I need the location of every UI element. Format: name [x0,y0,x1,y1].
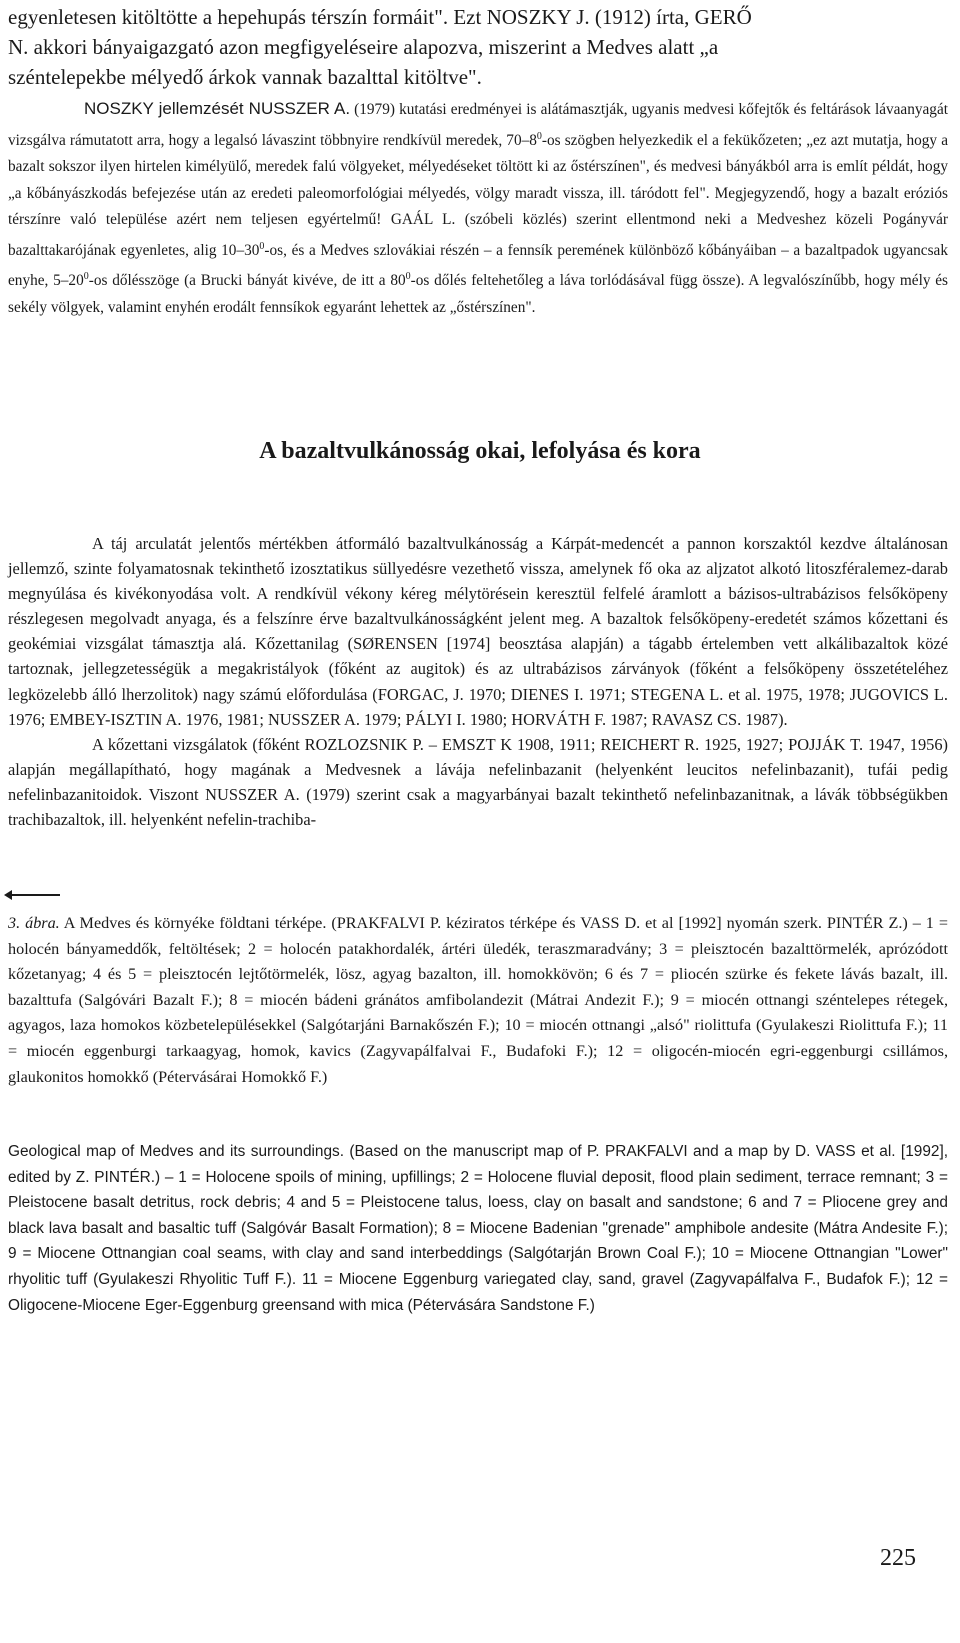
section-body [8,531,948,832]
figure-label: 3. ábra. [8,914,60,932]
noszky-text: (1979) kutatási eredményei is alátámasztják, ugyanis medvesi kőfejtők és feltárások lávaanyagát vizsgálva rámutatott arra, hogy a legalsó lávaszint többnyire rendkívül meredek, 70–8 [8,101,948,149]
section-paragraph-2: A kőzettani vizsgálatok (főként ROZLOZSNIK P. – EMSZT K 1908, 1911; REICHERT R. 1925, 1927; POJJÁK T. 1947, 1956) alapján megállapítható, hogy magának a Medvesnek a lávája nefelinbazanit (helyenként leucitos nefelinbazanit), tufái pedig nefelinbazanitoidok. Viszont NUSSZER A. (1979) szerint csak a magyarbányai bazalt tekinthető nefelinbazanitnak, a lávák többségükben trachibazaltok, ill. helyenként nefelin-trachiba- [8,734,948,830]
noszky-paragraph [8,96,948,321]
noszky-tail-3: -os dőlésszöge (a Brucki bányát kivéve, de itt a 80 [88,272,406,290]
noszky-tail-sup: 0 [259,240,265,252]
intro-paragraph [8,2,948,92]
noszky-tail-sup-2: 0 [83,271,89,283]
noszky-tail-4: -os dőlés feltehetőleg a láva torlódásával függ össze). A legvalószínűbb, hogy mély és sekély völgyek, valamint enyhén erodált fennsíkok egyaránt lehettek az „őstérszínen". [8,272,948,316]
noszky-tail: Megjegyzendő, hogy a bazalt eróziós térszínre való települése azért nem teljesen egyértelmű! GAÁL L. (szóbeli közlés) szerint ellentmond neki a Medveshez közeli Pogányvár bazalttakarójának egyenletes, alig 10–30 [8,184,948,259]
noszky-text-2: -os szögben helyezkedik el a fekükőzeten; „ez azt mutatja, hogy a bazalt sokszor ilyen hirtelen kimélyülő, meredek falú völgyeket, mélyedéseket töltött ki az őstérszínen", és medvesi bányákból arra is említ példát, hogy „a kőbányászkodás befejezése után az eredeti paleomorfológiai mélyedés, völgy maradt vissza, ill. táródott fel". [8,131,948,202]
section-paragraph-1: A táj arculatát jelentős mértékben átformáló bazaltvulkánosság a Kárpát-medencét a pannon korszaktól kezdve általánosan jellemző, szinte folyamatosnak tekinthető izosztatikus süllyedésre vezethető vissza, amelynek fő oka az aljzatot alkotó litoszféralemez-darab megnyúlása és kivékonyodása volt. A rendkívül vékony kéreg mélytörésein keresztül felfelé áramlott a bázisos-ultrabázisos felsőköpeny részlegesen megolvadt anyaga, és a felszínre érve bazaltvulkánosságként jelent meg. A bazaltok felsőköpeny-eredetét számos kőzettani és geokémiai vizsgálat támasztja alá. Kőzettanilag (SØRENSEN [1974] beosztása alapján) a tágabb értelemben vett alkálibazaltok közé tartoznak, jellegzetességük a megakristályok (főként az augitok) és az ultrabázisos zárványok (főként a felsőköpeny összetételéhez legközelebb álló lherzolitok) nagy számú előfordulása (FORGAC, J. 1970; DIENES I. 1971; STEGENA L. et al. 1975, 1978; JUGOVICS L. 1976; EMBEY-ISZTIN A. 1976, 1981; NUSSZER A. 1979; PÁLYI I. 1980; HORVÁTH F. 1987; RAVASZ CS. 1987). [8,534,948,729]
noszky-sup: 0 [536,130,542,142]
noszky-tail-sup-3: 0 [405,271,411,283]
figure-caption-text: A Medves és környéke földtani térképe. (PRAKFALVI P. kéziratos térképe és VASS D. et al [1992] nyomán szerk. PINTÉR Z.) – 1 = holocén bányameddők, feltöltések; 2 = holocén patakhordalék, ártéri üledék, teraszmaradvány; 3 = pleisztocén bazalttörmelék, aprózódott kőzetanyag; 4 és 5 = pleisztocén lejtőtörmelék, lösz, agyag bazalton, ill. homokkövön; 6 és 7 = pliocén szürke és fekete lávás bazalt, ill. bazalttufa (Salgóvári Bazalt F.); 8 = miocén bádeni gránátos amfibolandezit (Mátrai Andezit F.); 9 = miocén ottnangi széntelepes rétegek, agyagos, laza homokos közbetelepülésekkel (Salgótarjáni Barnakőszén F.); 10 = miocén ottnangi „alsó" riolittufa (Gyulakeszi Riolittufa F.); 11 = miocén eggenburgi tarkaagyag, homok, kavics (Zagyvapálfalvai F., Budafoki F.); 12 = oligocén-miocén egri-eggenburgi csillámos, glaukonitos homokkő (Pétervásárai Homokkő F.) [8,914,948,1086]
arrow-left-icon [6,894,60,896]
noszky-lead: NOSZKY jellemzését NUSSZER A. [84,99,351,118]
intro-line-1: egyenletesen kitöltötte a hepehupás térszín formáit". Ezt NOSZKY J. (1912) írta, GERŐ [8,5,752,29]
page-number: 225 [880,1545,916,1571]
figure-caption-english [8,1139,948,1318]
noszky-tail-2: -os, és a Medves szlovákiai részén – a fennsík peremének különböző kőbányáiban – a bazaltpadok ugyancsak enyhe, 5–20 [8,241,948,290]
intro-line-3: széntelepekbe mélyedő árkok vannak bazalttal kitöltve". [8,65,482,89]
intro-line-2: N. akkori bányaigazgató azon megfigyeléseire alapozva, miszerint a Medves alatt „a [8,35,719,59]
caption-english-text: Geological map of Medves and its surroundings. (Based on the manuscript map of P. PRAKFALVI and a map by D. VASS et al. [1992], edited by Z. PINTÉR.) – 1 = Holocene spoils of mining, upfillings; 2 = Holocene fluvial deposit, flood plain sediment, terrace remnant; 3 = Pleistocene basalt detritus, rock debris; 4 and 5 = Pleistocene talus, loess, clay on basalt and sandstone; 6 and 7 = Pliocene grey and black lava basalt and basaltic tuff (Salgóvár Basalt Formation); 8 = Miocene Badenian "grenade" amphibole andesite (Mátra Andesite F.); 9 = Miocene Ottnangian coal seams, with clay and sand interbeddings (Salgótarján Brown Coal F.); 10 = Miocene Ottnangian "Lower" rhyolitic tuff (Gyulakeszi Rhyolitic Tuff F.). 11 = Miocene Eggenburg variegated clay, sand, gravel (Zagyvapálfalva F., Budafok F.); 12 = Oligocene-Miocene Eger-Eggenburg greensand with mica (Pétervására Sandstone F.) [8,1143,948,1314]
section-title: A bazaltvulkánosság okai, lefolyása és kora [259,438,701,464]
figure-caption-hungarian [8,911,948,1090]
